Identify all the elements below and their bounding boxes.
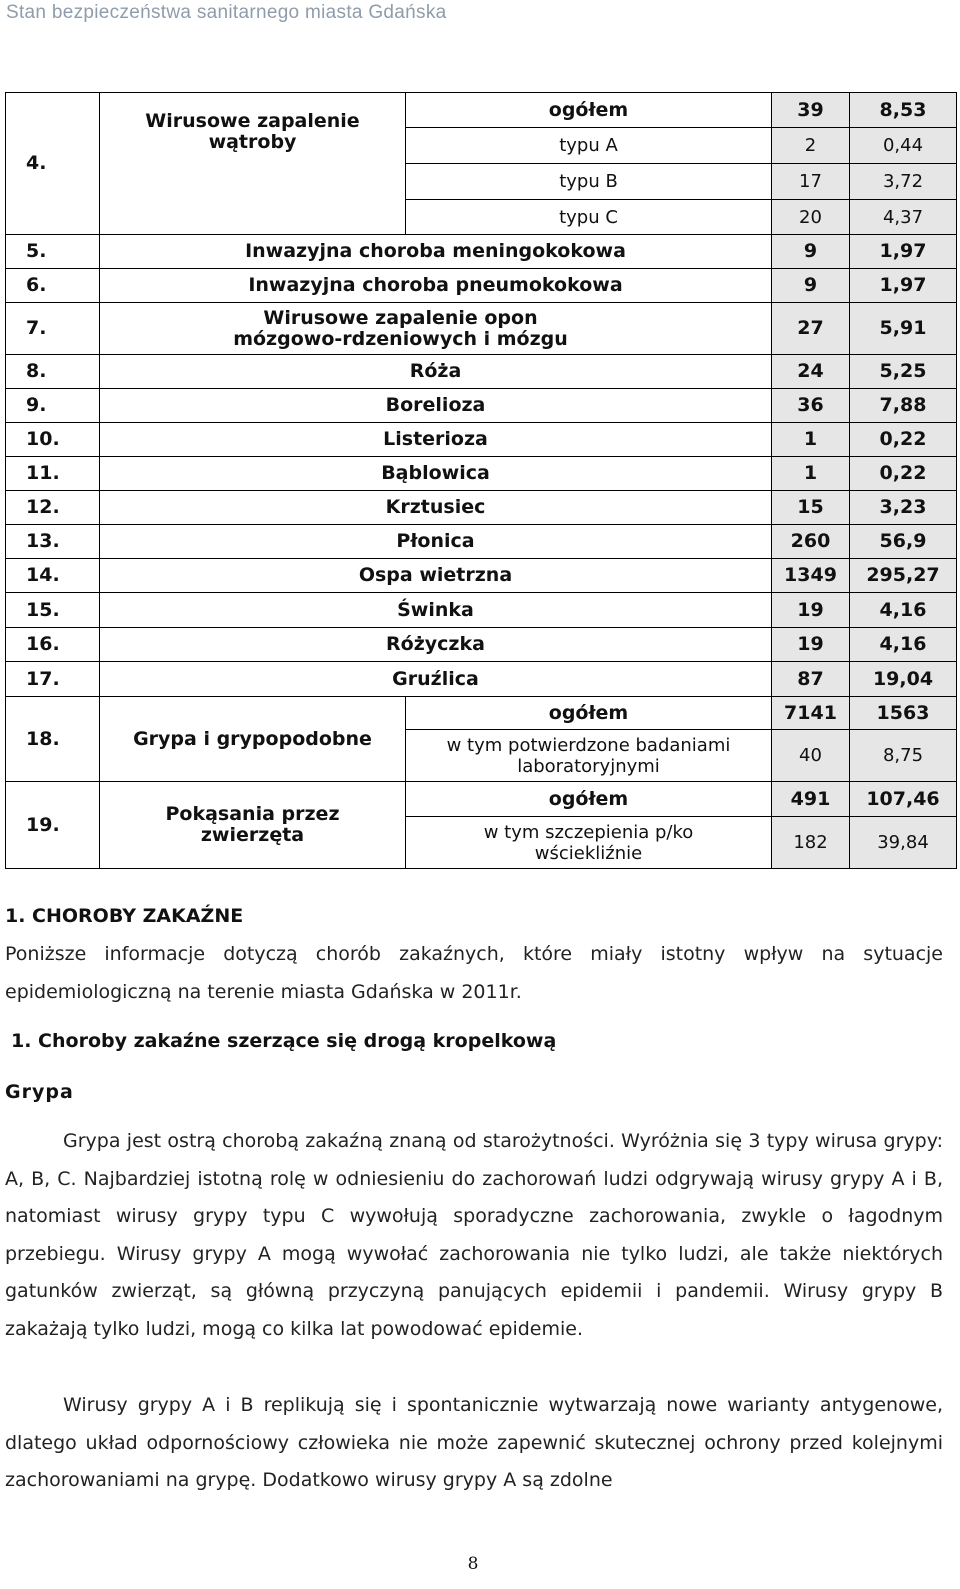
incidence-rate: 56,9 bbox=[850, 525, 957, 559]
case-count: 19 bbox=[772, 628, 850, 662]
row-number: 14. bbox=[6, 559, 100, 593]
case-count: 27 bbox=[772, 303, 850, 355]
table-row bbox=[6, 525, 957, 559]
running-header: Stan bezpieczeństwa sanitarnego miasta Gdańska bbox=[6, 2, 447, 23]
row-number: 5. bbox=[6, 235, 100, 269]
case-count: 1 bbox=[772, 423, 850, 457]
incidence-rate: 3,72 bbox=[850, 164, 957, 200]
sub-label: w tym potwierdzone badaniami laboratoryjnymi bbox=[406, 730, 772, 782]
case-count: 20 bbox=[772, 200, 850, 235]
disease-name: Inwazyjna choroba meningokokowa bbox=[100, 235, 772, 269]
disease-name: Listerioza bbox=[100, 423, 772, 457]
disease-name: Gruźlica bbox=[100, 662, 772, 697]
incidence-rate: 0,22 bbox=[850, 457, 957, 491]
case-count: 9 bbox=[772, 269, 850, 303]
paragraph-text: Grypa jest ostrą chorobą zakaźną znaną od starożytności. Wyróżnia się 3 typy wirusa grypy: A, B, C. Najbardziej istotną rolę w odniesieniu do zachorowań ludzi odgrywają wirusy grypy A i B, natomiast wirusy grypy typu C wywołują sporadyczne zachorowania, zwykle o łagodnym przebiegu. Wirusy grypy A mogą wywołać zachorowania nie tylko ludzi, ale także niektórych gatunków zwierząt, są główną przyczyną panujących epidemii i pandemii. Wirusy grypy B zakażają tylko ludzi, mogą co kilka lat powodować epidemie. bbox=[5, 1130, 943, 1340]
disease-name: Róża bbox=[100, 355, 772, 389]
case-count: 17 bbox=[772, 164, 850, 200]
row-number: 13. bbox=[6, 525, 100, 559]
case-count: 7141 bbox=[772, 697, 850, 730]
case-count: 9 bbox=[772, 235, 850, 269]
row-number: 17. bbox=[6, 662, 100, 697]
case-count: 491 bbox=[772, 782, 850, 817]
row-number: 7. bbox=[6, 303, 100, 355]
table-row bbox=[6, 423, 957, 457]
table-row bbox=[6, 355, 957, 389]
disease-name: Inwazyjna choroba pneumokokowa bbox=[100, 269, 772, 303]
table-row bbox=[6, 269, 957, 303]
sub-label: ogółem bbox=[406, 697, 772, 730]
case-count: 40 bbox=[772, 730, 850, 782]
table-row bbox=[6, 303, 957, 355]
disease-name: Bąblowica bbox=[100, 457, 772, 491]
row-number: 10. bbox=[6, 423, 100, 457]
row-number: 15. bbox=[6, 593, 100, 628]
intro-paragraph: Poniższe informacje dotyczą chorób zakaźnych, które miały istotny wpływ na sytuacje epidemiologiczną na terenie miasta Gdańska w 2011r. bbox=[5, 943, 943, 1003]
table-row bbox=[6, 389, 957, 423]
incidence-rate: 0,22 bbox=[850, 423, 957, 457]
body-paragraph bbox=[5, 1387, 943, 1500]
disease-name: Różyczka bbox=[100, 628, 772, 662]
row-number: 18. bbox=[6, 697, 100, 782]
case-count: 260 bbox=[772, 525, 850, 559]
table-row bbox=[6, 593, 957, 628]
incidence-rate: 4,16 bbox=[850, 593, 957, 628]
table-row bbox=[6, 559, 957, 593]
case-count: 1349 bbox=[772, 559, 850, 593]
sub-label: ogółem bbox=[406, 782, 772, 817]
incidence-rate: 7,88 bbox=[850, 389, 957, 423]
case-count: 36 bbox=[772, 389, 850, 423]
subsection-heading: 1. Choroby zakaźne szerzące się drogą kropelkową bbox=[11, 1030, 557, 1052]
table-row bbox=[6, 697, 957, 730]
disease-name: Płonica bbox=[100, 525, 772, 559]
incidence-rate: 5,25 bbox=[850, 355, 957, 389]
incidence-rate: 295,27 bbox=[850, 559, 957, 593]
disease-name: Borelioza bbox=[100, 389, 772, 423]
row-number: 16. bbox=[6, 628, 100, 662]
incidence-rate: 1563 bbox=[850, 697, 957, 730]
case-count: 182 bbox=[772, 817, 850, 869]
case-count: 19 bbox=[772, 593, 850, 628]
disease-name: Wirusowe zapalenie wątroby bbox=[100, 93, 406, 235]
disease-name: Krztusiec bbox=[100, 491, 772, 525]
case-count: 1 bbox=[772, 457, 850, 491]
body-paragraph bbox=[5, 1123, 943, 1348]
topic-heading: Grypa bbox=[5, 1081, 74, 1103]
incidence-rate: 107,46 bbox=[850, 782, 957, 817]
table-row bbox=[6, 662, 957, 697]
disease-name: Świnka bbox=[100, 593, 772, 628]
table-row bbox=[6, 235, 957, 269]
row-number: 6. bbox=[6, 269, 100, 303]
row-number: 9. bbox=[6, 389, 100, 423]
disease-name: Ospa wietrzna bbox=[100, 559, 772, 593]
incidence-rate: 4,37 bbox=[850, 200, 957, 235]
sub-label: ogółem bbox=[406, 93, 772, 128]
row-number: 8. bbox=[6, 355, 100, 389]
section-heading: 1. CHOROBY ZAKAŹNE bbox=[5, 905, 244, 927]
disease-name: Pokąsania przez zwierzęta bbox=[100, 782, 406, 869]
incidence-rate: 39,84 bbox=[850, 817, 957, 869]
case-count: 2 bbox=[772, 128, 850, 164]
page-number: 8 bbox=[467, 1554, 479, 1574]
case-count: 15 bbox=[772, 491, 850, 525]
sub-label: typu A bbox=[406, 128, 772, 164]
table-row bbox=[6, 457, 957, 491]
incidence-rate: 8,53 bbox=[850, 93, 957, 128]
row-number: 11. bbox=[6, 457, 100, 491]
incidence-rate: 5,91 bbox=[850, 303, 957, 355]
table-row bbox=[6, 628, 957, 662]
disease-name: Wirusowe zapalenie opon mózgowo-rdzeniowych i mózgu bbox=[100, 303, 772, 355]
case-count: 24 bbox=[772, 355, 850, 389]
row-number: 19. bbox=[6, 782, 100, 869]
row-number: 4. bbox=[6, 93, 100, 235]
paragraph-text: Wirusy grypy A i B replikują się i spontanicznie wytwarzają nowe warianty antygenowe, dlatego układ odpornościowy człowieka nie może zapewnić skutecznej ochrony przed kolejnymi zachorowaniami na grypę. Dodatkowo wirusy grypy A są zdolne bbox=[5, 1394, 943, 1491]
sub-label: typu C bbox=[406, 200, 772, 235]
case-count: 87 bbox=[772, 662, 850, 697]
infectious-disease-table bbox=[5, 92, 957, 869]
incidence-rate: 4,16 bbox=[850, 628, 957, 662]
table-row bbox=[6, 782, 957, 817]
disease-name: Grypa i grypopodobne bbox=[100, 697, 406, 782]
row-number: 12. bbox=[6, 491, 100, 525]
sub-label: w tym szczepienia p/ko wściekliźnie bbox=[406, 817, 772, 869]
incidence-rate: 8,75 bbox=[850, 730, 957, 782]
incidence-rate: 1,97 bbox=[850, 235, 957, 269]
case-count: 39 bbox=[772, 93, 850, 128]
incidence-rate: 1,97 bbox=[850, 269, 957, 303]
incidence-rate: 0,44 bbox=[850, 128, 957, 164]
table-row bbox=[6, 491, 957, 525]
incidence-rate: 19,04 bbox=[850, 662, 957, 697]
sub-label: typu B bbox=[406, 164, 772, 200]
table-row bbox=[6, 93, 957, 128]
incidence-rate: 3,23 bbox=[850, 491, 957, 525]
